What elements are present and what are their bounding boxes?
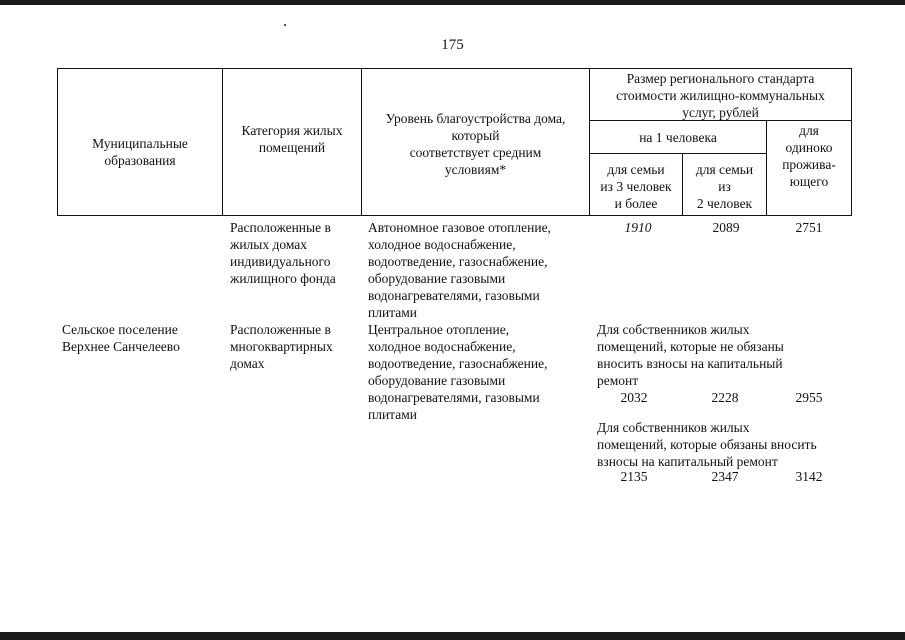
- row2-group2-note: [597, 419, 859, 470]
- header-municipality: [58, 135, 222, 169]
- row2-improvement-line: оборудование газовыми: [368, 373, 506, 388]
- row1-category: [230, 219, 362, 287]
- row2-improvement-line: водоотведение, газоснабжение,: [368, 356, 548, 371]
- row1-value-family2: 2089: [712, 220, 740, 235]
- row1-improvement-line: оборудование газовыми: [368, 271, 506, 286]
- municipality-line: Сельское поселение: [62, 322, 178, 337]
- header-improvement-line: Уровень благоустройства дома,: [385, 111, 566, 126]
- row1-improvement-line: водонагревателями, газовыми: [368, 288, 540, 303]
- header-family2: [683, 161, 766, 212]
- table-top-border: [57, 68, 852, 69]
- group1-value-single: 2955: [795, 390, 823, 405]
- row1-category-line: жилищного фонда: [230, 271, 336, 286]
- group1-value-family2: 2228: [711, 390, 739, 405]
- group1-note-line: помещений, которые не обязаны: [597, 339, 784, 354]
- header-standard-line: услуг, рублей: [682, 105, 759, 120]
- scan-top-edge: [0, 0, 905, 5]
- page-number: 175: [441, 37, 464, 53]
- header-single-line: ющего: [789, 174, 829, 189]
- row2-category: [230, 321, 362, 372]
- row-municipality: [62, 321, 222, 355]
- row1-value-family3: 1910: [624, 220, 652, 235]
- header-improvement-line: соответствует средним: [409, 145, 542, 160]
- row1-improvement-line: холодное водоснабжение,: [368, 237, 516, 252]
- row1-improvement-line: плитами: [368, 305, 418, 320]
- header-family2-line: для семьи: [695, 162, 754, 177]
- scan-speck: [284, 24, 286, 26]
- header-per-person: на 1 человека: [639, 130, 717, 145]
- group2-note-line: Для собственников жилых: [597, 420, 750, 435]
- header-category: [223, 122, 361, 156]
- header-standard-line: стоимости жилищно-коммунальных: [616, 88, 825, 103]
- header-single-line: прожива-: [782, 157, 836, 172]
- border-right: [851, 68, 852, 215]
- header-category-line: Категория жилых: [241, 123, 343, 138]
- group2-note-line: помещений, которые обязаны вносить: [597, 437, 817, 452]
- row1-improvement-line: Автономное газовое отопление,: [368, 220, 551, 235]
- header-improvement-line: условиям*: [444, 162, 507, 177]
- row2-group1-note: [597, 321, 855, 389]
- header-municipality-line: Муниципальные: [92, 136, 188, 151]
- group2-note-line: взносы на капитальный ремонт: [597, 454, 778, 469]
- header-family2-line: 2 человек: [696, 196, 753, 211]
- group1-value-family3: 2032: [620, 390, 648, 405]
- group2-value-family3: 2135: [620, 469, 648, 484]
- row2-improvement-line: плитами: [368, 407, 418, 422]
- header-family3: [590, 161, 682, 212]
- header-single-line: одиноко: [785, 140, 833, 155]
- header-single: [767, 122, 851, 190]
- group1-note-line: ремонт: [597, 373, 639, 388]
- group1-note-line: вносить взносы на капитальный: [597, 356, 783, 371]
- row2-improvement-line: холодное водоснабжение,: [368, 339, 516, 354]
- header-improvement-line: который: [451, 128, 500, 143]
- header-family2-line: из: [718, 179, 731, 194]
- scan-bottom-edge: [0, 632, 905, 640]
- row2-category-line: домах: [230, 356, 265, 371]
- row1-value-single: 2751: [795, 220, 823, 235]
- header-standard: [590, 70, 851, 121]
- header-single-line: для: [799, 123, 819, 138]
- per-person-divider: [589, 153, 766, 154]
- row1-improvement-line: водоотведение, газоснабжение,: [368, 254, 548, 269]
- header-family3-line: и более: [614, 196, 658, 211]
- row1-improvement: [368, 219, 590, 321]
- group1-note-line: Для собственников жилых: [597, 322, 750, 337]
- header-family3-line: из 3 человек: [600, 179, 672, 194]
- row1-category-line: Расположенные в: [230, 220, 331, 235]
- row2-category-line: Расположенные в: [230, 322, 331, 337]
- row1-category-line: индивидуального: [230, 254, 331, 269]
- group2-value-single: 3142: [795, 469, 823, 484]
- header-category-line: помещений: [258, 140, 326, 155]
- row2-improvement: [368, 321, 590, 423]
- header-municipality-line: образования: [104, 153, 176, 168]
- row2-improvement-line: Центральное отопление,: [368, 322, 510, 337]
- header-bottom-border: [57, 215, 852, 216]
- municipality-line: Верхнее Санчелеево: [62, 339, 180, 354]
- row2-category-line: многоквартирных: [230, 339, 333, 354]
- header-standard-line: Размер регионального стандарта: [626, 71, 815, 86]
- row1-category-line: жилых домах: [230, 237, 308, 252]
- header-improvement: [362, 110, 589, 178]
- group2-value-family2: 2347: [711, 469, 739, 484]
- header-family3-line: для семьи: [607, 162, 665, 177]
- row2-improvement-line: водонагревателями, газовыми: [368, 390, 540, 405]
